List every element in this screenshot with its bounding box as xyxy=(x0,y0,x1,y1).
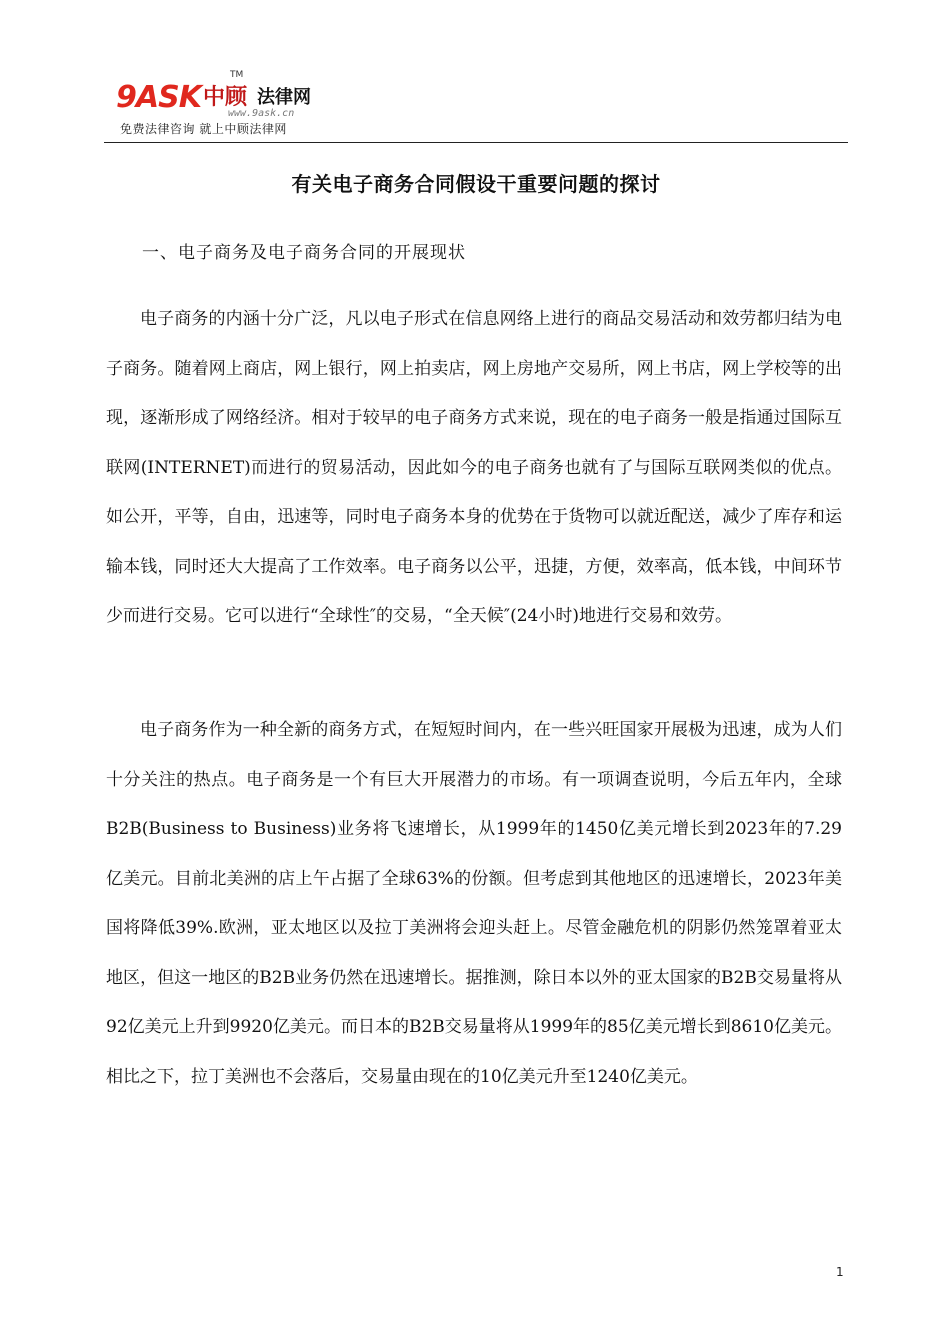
body-paragraph: 电子商务作为一种全新的商务方式，在短短时间内，在一些兴旺国家开展极为迅速，成为人们十分关注的热点。电子商务是一个有巨大开展潜力的市场。有一项调查说明，今后五年内，全球B2B(Business to Business)业务将飞速增长，从1999年的1450亿美元增长到2023年的7.29亿美元。目前北美洲的店上午占据了全球63%的份额。但考虑到其他地区的迅速增长，2023年美国将降低39%.欧洲，亚太地区以及拉丁美洲将会迎头赶上。尽管金融危机的阴影仍然笼罩着亚太地区，但这一地区的B2B业务仍然在迅速增长。据推测，除日本以外的亚太国家的B2B交易量将从92亿美元上升到9920亿美元。而日本的B2B交易量将从1999年的85亿美元增长到8610亿美元。相比之下，拉丁美洲也不会落后，交易量由现在的10亿美元升至1240亿美元。 xyxy=(106,720,842,1087)
page-number: 1 xyxy=(836,1265,844,1279)
trademark-badge: TM xyxy=(230,70,244,80)
logo-slogan: 免费法律咨询 就上中顾法律网 xyxy=(120,122,287,136)
body-paragraph: 电子商务的内涵十分广泛，凡以电子形式在信息网络上进行的商品交易活动和效劳都归结为电子商务。随着网上商店，网上银行，网上拍卖店，网上房地产交易所，网上书店，网上学校等的出现，逐渐形成了网络经济。相对于较早的电子商务方式来说，现在的电子商务一般是指通过国际互联网(INTERNET)而进行的贸易活动，因此如今的电子商务也就有了与国际互联网类似的优点。如公开，平等，自由，迅速等，同时电子商务本身的优势在于货物可以就近配送，减少了库存和运输本钱，同时还大大提高了工作效率。电子商务以公平，迅捷，方便，效率高，低本钱，中间环节少而进行交易。它可以进行“全球性″的交易，“全天候″(24小时)地进行交易和效劳。 xyxy=(106,309,842,626)
logo-9ask-mark: 9ASK xyxy=(116,80,201,115)
section-heading: 一、电子商务及电子商务合同的开展现状 xyxy=(142,243,466,263)
document-title: 有关电子商务合同假设干重要问题的探讨 xyxy=(291,172,661,196)
header-divider xyxy=(104,142,848,143)
page-header xyxy=(108,72,848,142)
logo-url: www.9ask.cn xyxy=(228,108,295,119)
logo-zhonggu-text: 中顾 xyxy=(202,85,247,110)
logo-site-name: 法律网 xyxy=(256,87,311,108)
